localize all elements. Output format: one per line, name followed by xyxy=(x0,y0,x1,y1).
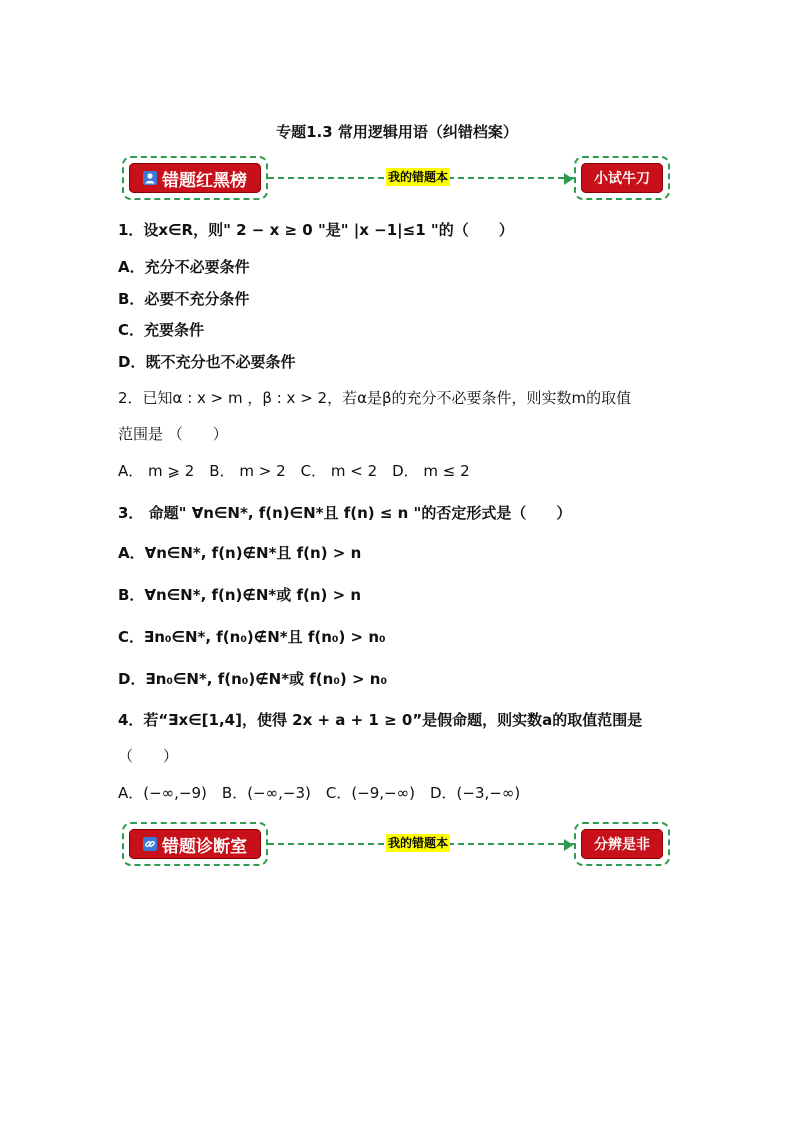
banner-left-box xyxy=(122,156,268,200)
banner-right-label: 分辨是非 xyxy=(594,837,650,853)
person-icon xyxy=(143,171,157,185)
q1-option-d: D．既不充分也不必要条件 xyxy=(118,353,296,371)
q4-stem-line1 xyxy=(118,710,642,730)
q3-option-d: D．∃n₀∈N*, f(n₀)∉N*或 f(n₀) > n₀ xyxy=(118,670,388,688)
arrow-right-icon xyxy=(564,173,573,185)
q2-stem-line1: 2．已知α : x > m ，β : x > 2，若α是β的充分不必要条件，则实数m的取值 xyxy=(118,389,632,407)
page-title: 专题1.3 常用逻辑用语（纠错档案） xyxy=(276,123,518,141)
q1-option-b: B．必要不充分条件 xyxy=(118,290,250,308)
banner-right-label: 小试牛刀 xyxy=(594,171,650,187)
q2-stem-line2: 范围是 （ ） xyxy=(118,425,228,443)
q3-stem: 3． 命题" ∀n∈N*, f(n)∈N*且 f(n) ≤ n "的否定形式是（ ） xyxy=(118,504,572,522)
q1-stem: 1．设x∈R，则" 2 − x ≥ 0 "是" |x −1|≤1 "的（ ） xyxy=(118,221,514,239)
arrow-right-icon xyxy=(564,839,573,851)
banner-left-box xyxy=(122,822,268,866)
link-icon xyxy=(143,837,157,851)
q3-option-c: C．∃n₀∈N*, f(n₀)∉N*且 f(n₀) > n₀ xyxy=(118,628,386,646)
banner-mid-label: 我的错题本 xyxy=(388,836,449,850)
banner-mid-label: 我的错题本 xyxy=(388,170,449,184)
banner-right-box xyxy=(574,822,670,866)
banner-left-label: 错题诊断室 xyxy=(162,836,247,857)
q3-option-b: B．∀n∈N*, f(n)∉N*或 f(n) > n xyxy=(118,586,362,604)
section-banner-mistake-board xyxy=(122,156,670,202)
banner-right-box xyxy=(574,156,670,200)
q1-option-c: C．充要条件 xyxy=(118,321,205,339)
q3-option-a: A．∀n∈N*, f(n)∉N*且 f(n) > n xyxy=(118,544,362,562)
section-banner-diagnosis-room xyxy=(122,822,670,868)
q4-stem-text: 4．若“∃x∈[1,4]，使得 2x + a + 1 ≥ 0”是假命题，则实数a的取值范围是 xyxy=(118,711,643,729)
q2-options: A． m ⩾ 2 B． m > 2 C． m < 2 D． m ≤ 2 xyxy=(118,462,470,480)
q4-options: A．(−∞,−9) B．(−∞,−3) C．(−9,−∞) D．(−3,−∞) xyxy=(118,784,521,802)
banner-left-label: 错题红黑榜 xyxy=(162,170,247,191)
q4-stem-line2: （ ） xyxy=(118,747,179,765)
q1-option-a: A．充分不必要条件 xyxy=(118,258,250,276)
